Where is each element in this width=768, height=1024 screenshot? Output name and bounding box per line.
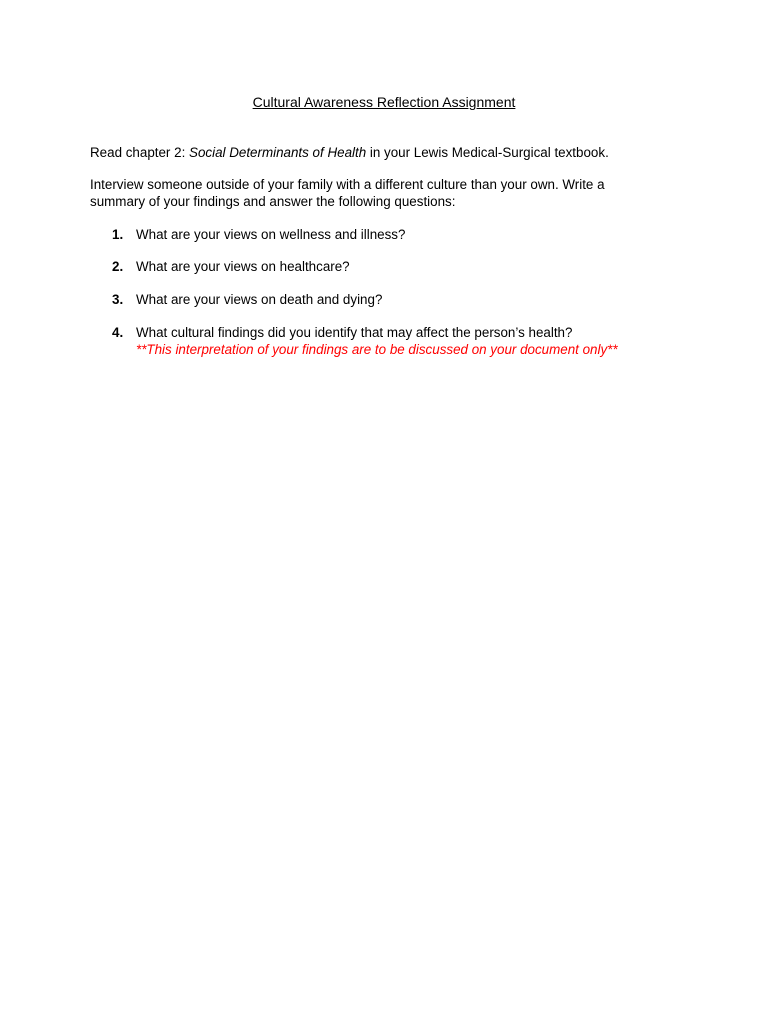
question-number: 1. <box>112 227 124 242</box>
reading-instruction <box>90 145 650 162</box>
interview-instruction: Interview someone outside of your family with a different culture than your own. Write a summary of your findings and answer the following questions: <box>90 177 605 209</box>
question-text: What are your views on healthcare? <box>136 259 350 274</box>
question-number: 4. <box>112 325 124 340</box>
chapter-title: Social Determinants of Health <box>189 145 367 160</box>
question-number: 3. <box>112 292 124 307</box>
reading-suffix: in your Lewis Medical-Surgical textbook. <box>366 145 609 160</box>
red-note: **This interpretation of your findings are to be discussed on your document only** <box>136 341 618 357</box>
question-number: 2. <box>112 259 124 274</box>
reading-prefix: Read chapter 2: <box>90 145 190 160</box>
document-title: Cultural Awareness Reflection Assignment <box>252 94 516 110</box>
question-text-block <box>136 325 672 358</box>
question-text: What cultural findings did you identify that may affect the person’s health? <box>136 325 573 340</box>
question-text: What are your views on death and dying? <box>136 292 383 307</box>
question-text: What are your views on wellness and illness? <box>136 227 406 242</box>
